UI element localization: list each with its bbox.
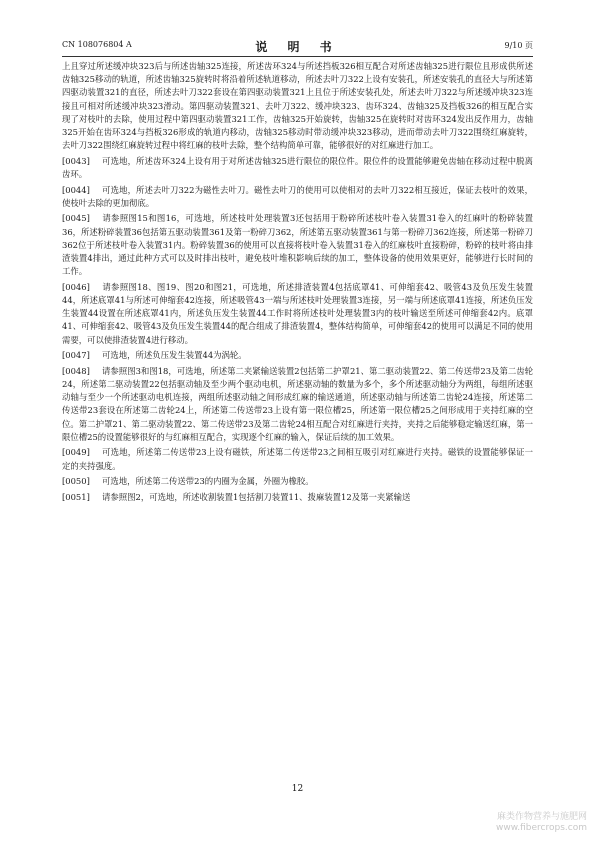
paragraph-number: [0045] xyxy=(62,213,90,224)
paragraph-number: [0046] xyxy=(62,281,90,292)
page-label: 9/10 页 xyxy=(504,41,533,50)
paragraph-text: 可选地，所述第二传送带23上设有磁铁，所述第二传送带23之间相互吸引对红麻进行夹持。磁铁的设置能够保证一定的夹持强度。 xyxy=(62,447,533,471)
page-header xyxy=(62,38,533,57)
paragraph-0043 xyxy=(62,155,533,181)
paragraph-0050 xyxy=(62,475,533,488)
watermark-site-name: 麻类作物营养与施肥网 xyxy=(496,812,587,822)
paragraph-0044 xyxy=(62,184,533,210)
paragraph-text: 请参照图18、图19、图20和图21，可选地，所述排渣装置4包括底罩41、可伸缩套42、吸管43及负压发生装置44，所述底罩41与所述可伸缩套42连接，所述吸管43一端与所述枝叶处理装置3连接，另一端与所述底罩41连接，所述负压发生装置44设置在所述底罩41内，所述负压发生装置44工作时将所述枝叶处理装置3内的枝叶输送至所述可伸缩套42内。底罩41、可伸缩套42、吸管43及负压发生装置44的配合组成了排渣装置4，整体结构简单，可伸缩套42的使用可以满足不同的使用需要，可以使排渣装置4进行移动。 xyxy=(62,281,533,345)
paragraph-0051 xyxy=(62,491,533,504)
paragraph-number: [0051] xyxy=(62,491,90,502)
paragraph-0046 xyxy=(62,281,533,347)
paragraph-0047 xyxy=(62,349,533,362)
paragraph-number: [0043] xyxy=(62,155,90,166)
paragraph-text: 请参照图2，可选地，所述收割装置1包括割刀装置11、拨麻装置12及第一夹紧输送 xyxy=(102,491,411,502)
paragraph-0045 xyxy=(62,212,533,278)
paragraph-text: 可选地，所述去叶刀322为磁性去叶刀。磁性去叶刀的使用可以使相对的去叶刀322相互接近，保证去枝叶的效果，使枝叶去除的更加彻底。 xyxy=(62,184,533,208)
paragraph-number: [0049] xyxy=(62,447,90,458)
watermark-url: www.fibercrops.com xyxy=(496,823,587,833)
watermark xyxy=(496,812,587,834)
paragraph-text: 可选地，所述负压发生装置44为涡轮。 xyxy=(102,350,247,361)
paragraph-text: 请参照图15和图16，可选地，所述枝叶处理装置3还包括用于粉碎所述枝叶卷入装置31卷入的红麻叶的粉碎装置36，所述粉碎装置36包括第五驱动装置361及第一粉碎刀362，所述第五驱动装置361与第一粉碎刀362连接，所述第一粉碎刀362位于所述枝叶卷入装置31内。粉碎装置36的使用可以直接将枝叶卷入装置31卷入的红麻枝叶直接粉碎，粉碎的枝叶将由排渣装置4排出，通过此种方式可以及时排出枝叶，避免枝叶堆积影响后续的加工，整体设备的使用效果更好，能够进行长时间的工作。 xyxy=(62,213,533,277)
patent-number: CN 108076804 A xyxy=(62,40,132,49)
document-title: 说 明 书 xyxy=(255,40,340,54)
paragraph-number: [0050] xyxy=(62,476,90,487)
paragraph-text: 上且穿过所述缓冲块323后与所述齿轴325连接，所述齿环324与所述挡板326相互配合对所述齿轴325进行限位且形成供所述齿轴325移动的轨道，所述齿轴325旋转时将沿着所述轨道移动，所述去叶刀322上设有安装孔，所述安装孔的直径大与所述第四驱动装置321的直径，所述去叶刀322套设在第四驱动装置321上且位于所述安装孔处，所述去叶刀322与所述缓冲块323连接且可相对所述缓冲块323滑动。第四驱动装置321、去叶刀322、缓冲块323、齿环324、齿轴325及挡板326的相互配合实现了对枝叶的去除，使用过程中第四驱动装置321工作，齿轴325开始旋转，齿轴325在旋转时对齿环324发出反作用力，齿轴325开始在齿环324与挡板326形成的轨道内移动，齿轴325移动时带动缓冲块323移动，进而带动去叶刀322围绕红麻旋转，去叶刀322围绕红麻旋转过程中将红麻的枝叶去除，整个结构简单可靠，能够很好的对红麻进行加工。 xyxy=(62,61,533,151)
paragraph-continued xyxy=(62,60,533,152)
paragraph-number: [0047] xyxy=(62,350,90,361)
page-number: 12 xyxy=(291,784,304,794)
paragraph-text: 可选地，所述齿环324上设有用于对所述齿轴325进行限位的限位件。限位件的设置能够避免齿轴在移动过程中脱离齿环。 xyxy=(62,155,533,180)
document-body xyxy=(62,60,533,506)
paragraph-number: [0048] xyxy=(62,365,90,376)
paragraph-text: 可选地，所述第二传送带23的内圈为金属，外圈为橡胶。 xyxy=(102,476,314,487)
paragraph-text: 请参照图3和图18，可选地，所述第二夹紧输送装置2包括第二护罩21、第二驱动装置22、第二传送带23及第二齿轮24，所述第二驱动装置22包括驱动轴及至少两个驱动电机，所述驱动轴的数量为多个，多个所述驱动轴分为两组，每组所述驱动轴与至少一个所述驱动电机连接，两组所述驱动轴之间形成红麻的输送通道，所述驱动轴与所述第二齿轮24连接，所述第二传送带23套设在所述第二齿轮24上，所述第二传送带23上设有第一限位槽25，所述第一限位槽25之间形成用于夹持红麻的空位。第二护罩21、第二驱动装置22、第二传送带23及第二齿轮24相互配合对红麻进行夹持，夹持之后能够稳定输送红麻，第一限位槽25的设置能够很好的与红麻相互配合，实现逐个红麻的输入，保证后续的加工效果。 xyxy=(62,365,533,442)
paragraph-0049 xyxy=(62,446,533,472)
paragraph-number: [0044] xyxy=(62,184,90,195)
paragraph-0048 xyxy=(62,365,533,444)
